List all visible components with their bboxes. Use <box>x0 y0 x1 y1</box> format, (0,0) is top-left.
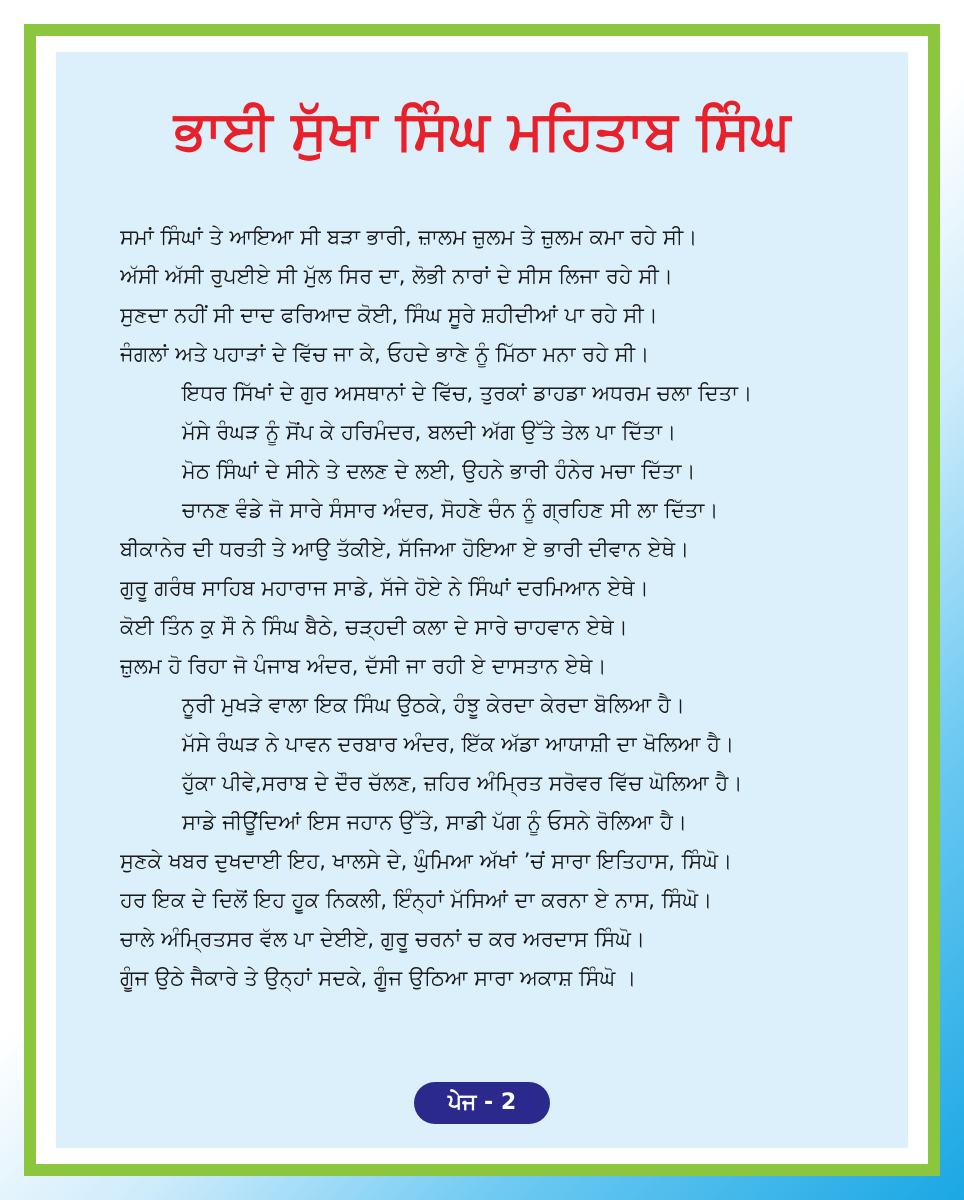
poem-line: ਸੁਣਕੇ ਖਬਰ ਦੁਖਦਾਈ ਇਹ, ਖਾਲਸੇ ਦੇ, ਘੁੰਮਿਆ ਅੱਖਾਂ ’ਚਂ ਸਾਰਾ ਇਤਿਹਾਸ, ਸਿੰਘੋ। <box>120 849 733 873</box>
poem-line: ਸਾਡੇ ਜੀਊਂਦਿਆਂ ਇਸ ਜਹਾਨ ਉੱਤੇ, ਸਾਡੀ ਪੱਗ ਨੂੰ ਓਸਨੇ ਰੋਲਿਆ ਹੈ। <box>182 810 687 834</box>
page-number-badge: ਪੇਜ - 2 <box>414 1082 550 1124</box>
poem-line: ਇਧਰ ਸਿੱਖਾਂ ਦੇ ਗੁਰ ਅਸਥਾਨਾਂ ਦੇ ਵਿੱਚ, ਤੁਰਕਾਂ ਡਾਹਡਾ ਅਧਰਮ ਚਲਾ ਦਿਤਾ। <box>182 381 753 405</box>
poem-line: ਚਾਲੇ ਅੰਮ੍ਰਿਤਸਰ ਵੱਲ ਪਾ ਦੇਈਏ, ਗੁਰੂ ਚਰਨਾਂ ਚ ਕਰ ਅਰਦਾਸ ਸਿੰਘੋ। <box>120 927 646 951</box>
poem-line: ਨੂਰੀ ਮੁਖੜੇ ਵਾਲਾ ਇਕ ਸਿੰਘ ਉਠਕੇ, ਹੰਝੂ ਕੇਰਦਾ ਕੇਰਦਾ ਬੋਲਿਆ ਹੈ। <box>182 693 685 717</box>
poem-line: ਮੱਸੇ ਰੰਘੜ ਨੂੰ ਸੋਂਪ ਕੇ ਹਰਿਮੰਦਰ, ਬਲਦੀ ਅੱਗ ਉੱਤੇ ਤੇਲ ਪਾ ਦਿੱਤਾ। <box>182 420 677 444</box>
poem-line: ਗੁਰੂ ਗਰੰਥ ਸਾਹਿਬ ਮਹਾਰਾਜ ਸਾਡੇ, ਸੱਜੇ ਹੋਏ ਨੇ ਸਿੰਘਾਂ ਦਰਮਿਆਨ ਏਥੇ। <box>120 576 649 600</box>
poem-line: ਜੰਗਲਾਂ ਅਤੇ ਪਹਾੜਾਂ ਦੇ ਵਿੱਚ ਜਾ ਕੇ, ਓਹਦੇ ਭਾਣੇ ਨੂੰ ਮਿੱਠਾ ਮਨਾ ਰਹੇ ਸੀ। <box>120 342 650 366</box>
poem-line: ਮੋਠ ਸਿੰਘਾਂ ਦੇ ਸੀਨੇ ਤੇ ਦਲਣ ਦੇ ਲਈ, ਉਹਨੇ ਭਾਰੀ ਹੰਨੇਰ ਮਚਾ ਦਿੱਤਾ। <box>182 459 696 483</box>
poem-line: ਜ਼ੁਲਮ ਹੋ ਰਿਹਾ ਜੋ ਪੰਜਾਬ ਅੰਦਰ, ਦੱਸੀ ਜਾ ਰਹੀ ਏ ਦਾਸਤਾਨ ਏਥੇ। <box>120 654 607 678</box>
poem-line: ਚਾਨਣ ਵੰਡੇ ਜੋ ਸਾਰੇ ਸੰਸਾਰ ਅੰਦਰ, ਸੋਹਣੇ ਚੰਨ ਨੂੰ ਗ੍ਰਹਿਣ ਸੀ ਲਾ ਦਿੱਤਾ। <box>182 498 719 522</box>
poem-line: ਸੁਣਦਾ ਨਹੀਂ ਸੀ ਦਾਦ ਫਰਿਆਦ ਕੋਈ, ਸਿੰਘ ਸੂਰੇ ਸ਼ਹੀਦੀਆਂ ਪਾ ਰਹੇ ਸੀ। <box>120 303 658 327</box>
poem-line: ਕੋਈ ਤਿੰਨ ਕੁ ਸੌ ਨੇ ਸਿੰਘ ਬੈਠੇ, ਚੜ੍ਹਦੀ ਕਲਾ ਦੇ ਸਾਰੇ ਚਾਹਵਾਨ ਏਥੇ। <box>120 615 628 639</box>
poem-line: ਅੱਸੀ ਅੱਸੀ ਰੁਪਈਏ ਸੀ ਮੁੱਲ ਸਿਰ ਦਾ, ਲੋਭੀ ਨਾਰਾਂ ਦੇ ਸੀਸ ਲਿਜਾ ਰਹੇ ਸੀ। <box>120 264 673 288</box>
poem-line: ਗੂੰਜ ਉਠੇ ਜੈਕਾਰੇ ਤੇ ਉਨ੍ਹਾਂ ਸਦਕੇ, ਗੂੰਜ ਉਠਿਆ ਸਾਰਾ ਅਕਾਸ਼ ਸਿੰਘੋ । <box>120 966 637 990</box>
poem-line: ਬੀਕਾਨੇਰ ਦੀ ਧਰਤੀ ਤੇ ਆਉ ਤੱਕੀਏ, ਸੱਜਿਆ ਹੋਇਆ ਏ ਭਾਰੀ ਦੀਵਾਨ ਏਥੇ। <box>120 537 690 561</box>
poem-line: ਸਮਾਂ ਸਿੰਘਾਂ ਤੇ ਆਇਆ ਸੀ ਬੜਾ ਭਾਰੀ, ਜ਼ਾਲਮ ਜ਼ੁਲਮ ਤੇ ਜ਼ੁਲਮ ਕਮਾ ਰਹੇ ਸੀ। <box>120 225 698 249</box>
poem <box>120 218 880 998</box>
poem-line: ਹਰ ਇਕ ਦੇ ਦਿਲੋਂ ਇਹ ਹੂਕ ਨਿਕਲੀ, ਇੰਨ੍ਹਾਂ ਮੱਸਿਆਂ ਦਾ ਕਰਨਾ ਏ ਨਾਸ, ਸਿੰਘੋ। <box>120 888 713 912</box>
poem-line: ਹੁੱਕਾ ਪੀਵੇ,ਸਰਾਬ ਦੇ ਦੌਰ ਚੱਲਣ, ਜ਼ਹਿਰ ਅੰਮ੍ਰਿਤ ਸਰੋਵਰ ਵਿੱਚ ਘੋਲਿਆ ਹੈ। <box>182 771 743 795</box>
page-title: ਭਾਈ ਸੁੱਖਾ ਸਿੰਘ ਮਹਿਤਾਬ ਸਿੰਘ <box>173 99 791 162</box>
poem-line: ਮੱਸੇ ਰੰਘੜ ਨੇ ਪਾਵਨ ਦਰਬਾਰ ਅੰਦਰ, ਇੱਕ ਅੱਡਾ ਆਯਾਸ਼ੀ ਦਾ ਖੋਲਿਆ ਹੈ। <box>182 732 735 756</box>
